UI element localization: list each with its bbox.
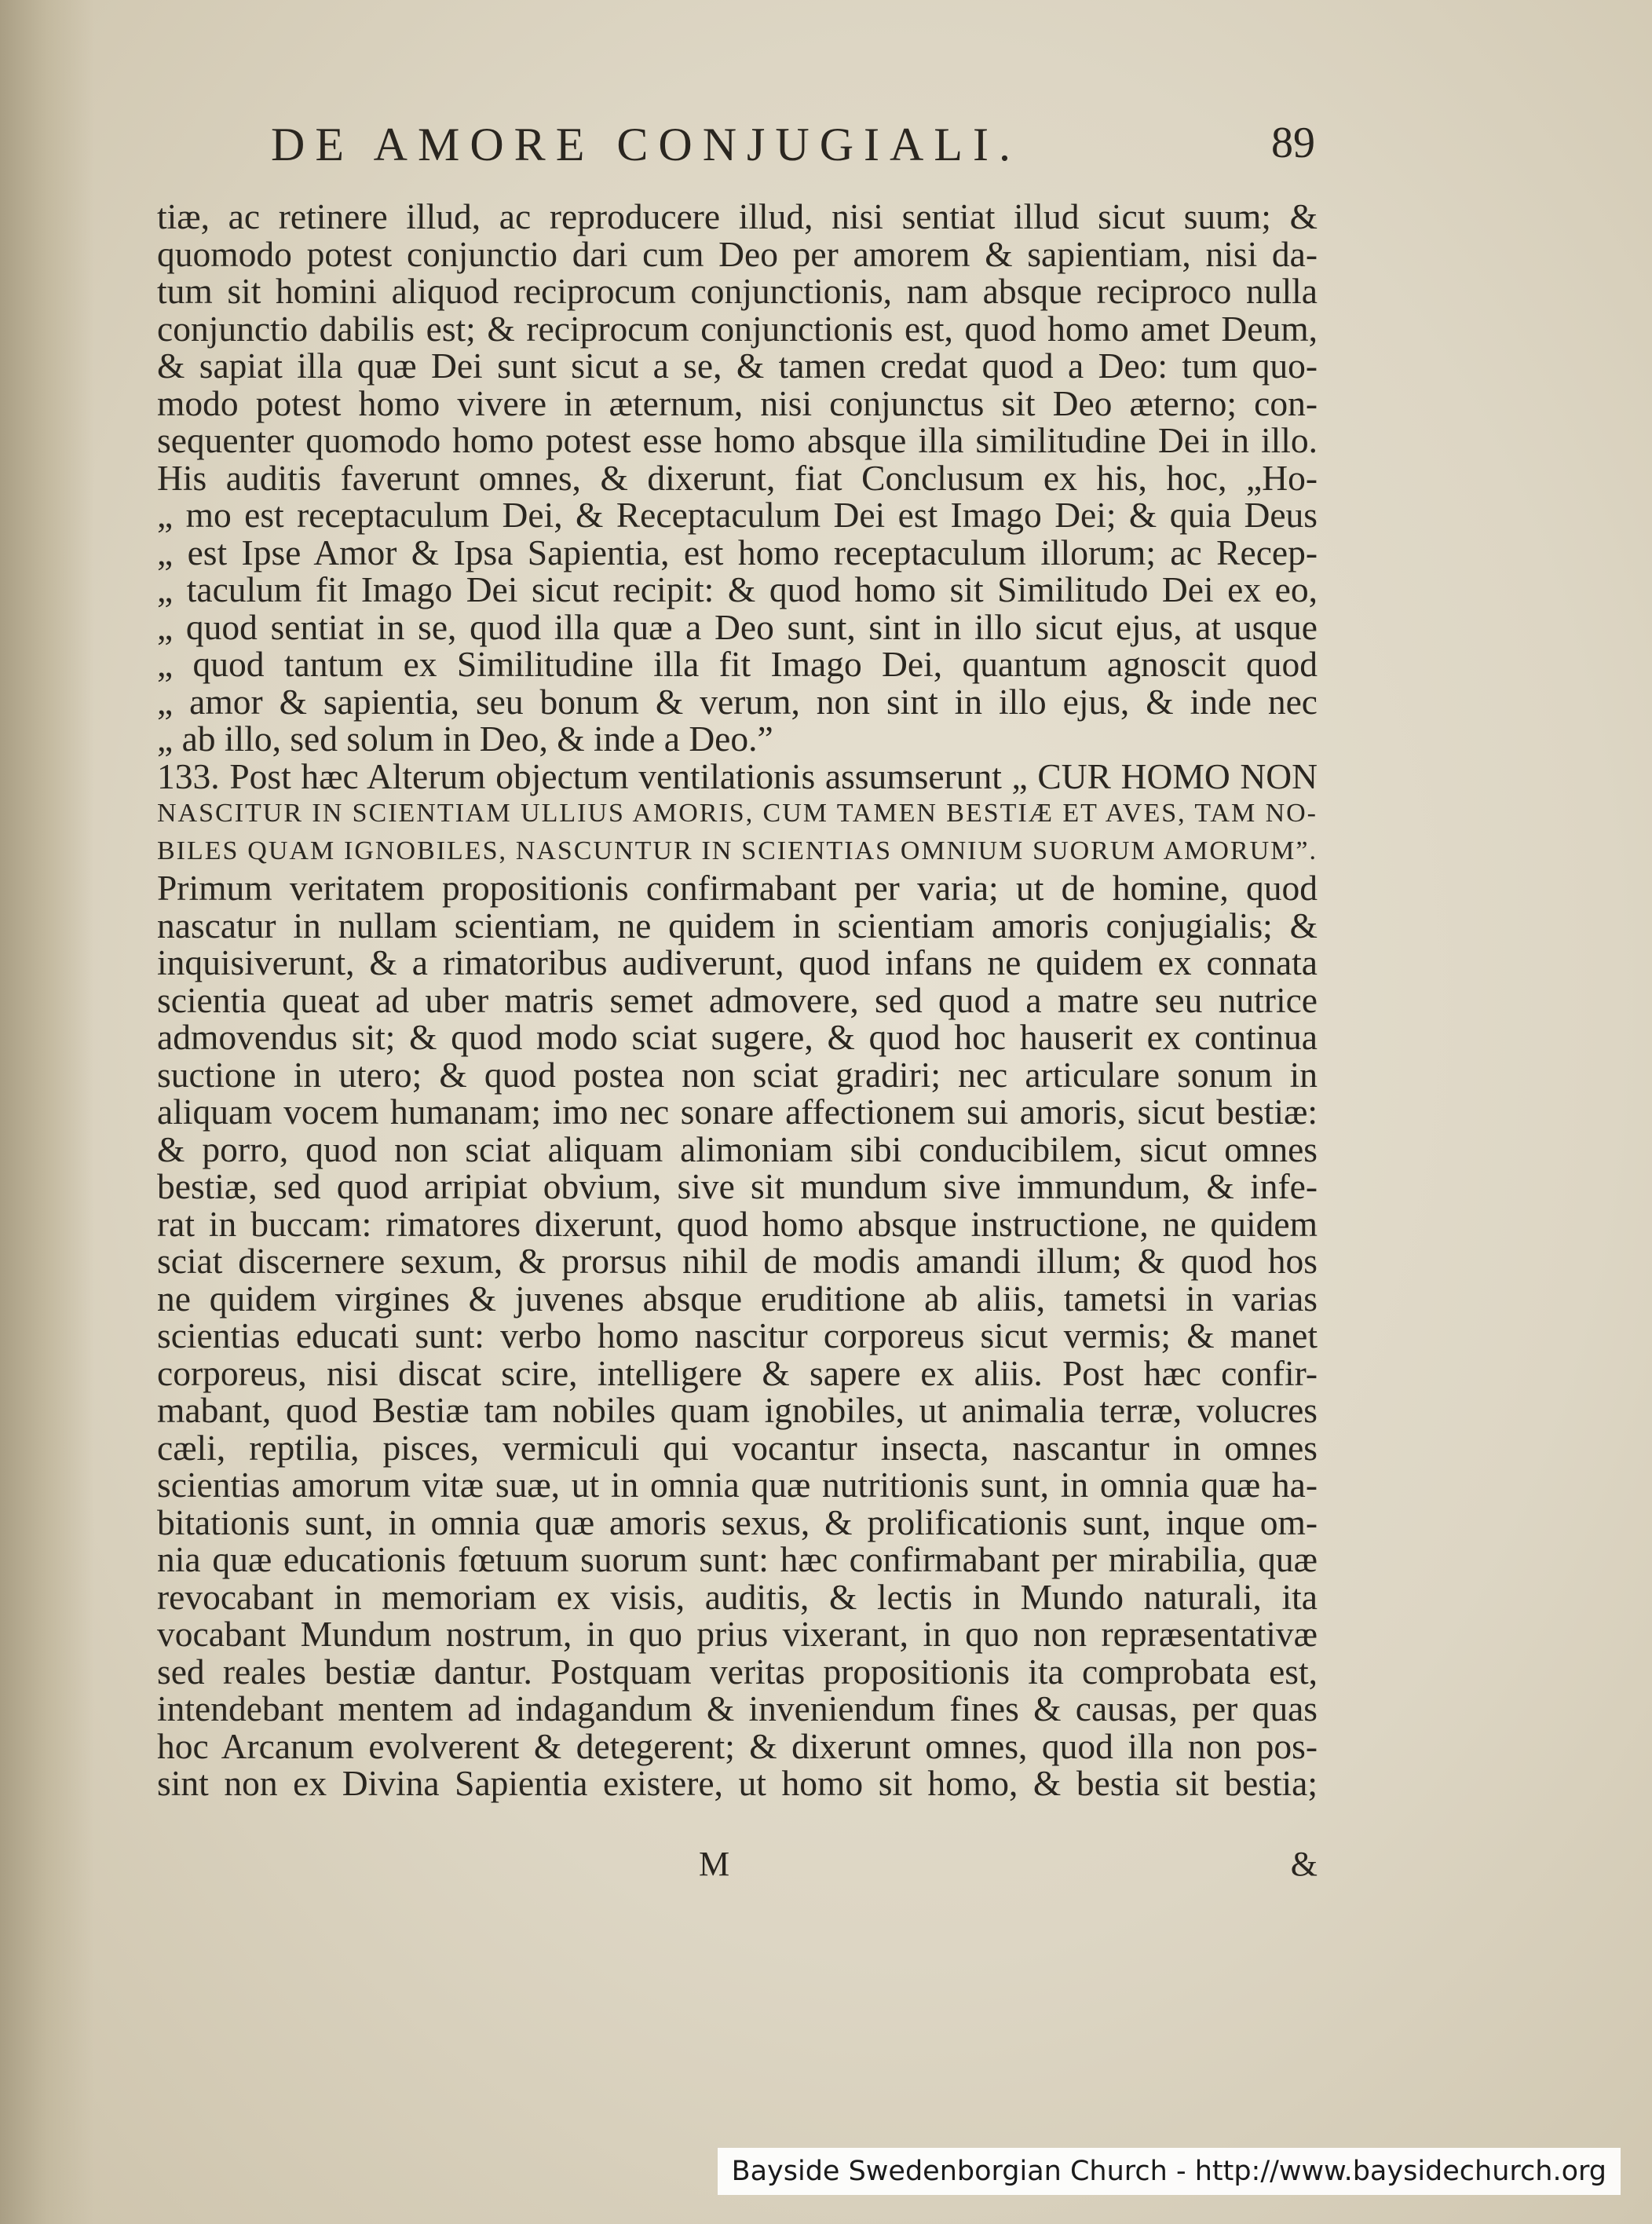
text-line: „ mo est receptaculum Dei, & Receptaculum Dei est Imago Dei; & quia Deus bbox=[157, 495, 1318, 535]
text-line: sint non ex Divina Sapientia existere, ut homo sit homo, & bestia sit bestia; bbox=[157, 1763, 1318, 1803]
text-line: 133. Post hæc Alterum objectum ventilationis assumserunt „ CUR HOMO NON bbox=[157, 755, 1318, 796]
text-line: „ ab illo, sed solum in Deo, & inde a Deo.” bbox=[157, 719, 773, 759]
text-line: mabant, quod Bestiæ tam nobiles quam ignobiles, ut animalia terræ, volucres bbox=[157, 1390, 1318, 1430]
text-line: ne quidem virgines & juvenes absque eruditione ab aliis, tametsi in varias bbox=[157, 1278, 1318, 1319]
text-line: & sapiat illa quæ Dei sunt sicut a se, & tamen credat quod a Deo: tum quo- bbox=[157, 346, 1318, 386]
text-line: sed reales bestiæ dantur. Postquam veritas propositionis ita comprobata est, bbox=[157, 1651, 1318, 1692]
text-line: admovendus sit; & quod modo sciat sugere, & quod hoc hauserit ex continua bbox=[157, 1017, 1318, 1057]
text-line: suctione in utero; & quod postea non sciat gradiri; nec articulare sonum in bbox=[157, 1054, 1318, 1095]
text-line: His auditis faverunt omnes, & dixerunt, fiat Conclusum ex his, hoc, „Ho- bbox=[157, 457, 1318, 498]
text-line: quomodo potest conjunctio dari cum Deo per amorem & sapientiam, nisi da- bbox=[157, 233, 1318, 274]
text-line: „ taculum fit Imago Dei sicut recipit: & quod homo sit Similitudo Dei ex eo, bbox=[157, 569, 1318, 609]
running-title: DE AMORE CONJUGIALI. bbox=[271, 119, 1021, 170]
text-line: bitationis sunt, in omnia quæ amoris sexus, & prolificationis sunt, inque om- bbox=[157, 1502, 1318, 1542]
text-line: aliquam vocem humanam; imo nec sonare affectionem sui amoris, sicut bestiæ: bbox=[157, 1092, 1318, 1132]
text-line: sequenter quomodo homo potest esse homo absque illa similitudine Dei in illo. bbox=[157, 420, 1318, 460]
text-line: rat in buccam: rimatores dixerunt, quod homo absque instructione, ne quidem bbox=[157, 1203, 1318, 1244]
page-gutter-shadow bbox=[0, 0, 94, 2224]
text-line: scientias educati sunt: verbo homo nascitur corporeus sicut vermis; & manet bbox=[157, 1315, 1318, 1355]
page-header bbox=[271, 118, 1315, 173]
text-line: tum sit homini aliquod reciprocum conjunctionis, nam absque reciproco nulla bbox=[157, 271, 1318, 311]
text-line: „ amor & sapientia, seu bonum & verum, non sint in illo ejus, & inde nec bbox=[157, 681, 1318, 722]
text-line: NASCITUR IN SCIENTIAM ULLIUS AMORIS, CUM TAMEN BESTIÆ ET AVES, TAM NO- bbox=[157, 799, 1318, 828]
text-line: nia quæ educationis fœtuum suorum sunt: hæc confirmabant per mirabilia, quæ bbox=[157, 1539, 1318, 1579]
text-line: bestiæ, sed quod arripiat obvium, sive sit mundum sive immundum, & infe- bbox=[157, 1166, 1318, 1206]
text-line: scientia queat ad uber matris semet admovere, sed quod a matre seu nutrice bbox=[157, 979, 1318, 1020]
text-line: „ quod tantum ex Similitudine illa fit Imago Dei, quantum agnoscit quod bbox=[157, 644, 1318, 684]
text-line: „ est Ipse Amor & Ipsa Sapientia, est homo receptaculum illorum; ac Recep- bbox=[157, 532, 1318, 572]
text-line: „ quod sentiat in se, quod illa quæ a Deo sunt, sint in illo sicut ejus, at usque bbox=[157, 606, 1318, 647]
text-line: & porro, quod non sciat aliquam alimoniam sibi conducibilem, sicut omnes bbox=[157, 1128, 1318, 1169]
text-line: BILES QUAM IGNOBILES, NASCUNTUR IN SCIENTIAS OMNIUM SUORUM AMORUM”. bbox=[157, 836, 1318, 865]
text-line: nascatur in nullam scientiam, ne quidem in scientiam amoris conjugialis; & bbox=[157, 905, 1318, 946]
body-text bbox=[157, 198, 1318, 1802]
text-line: Primum veritatem propositionis confirmabant per varia; ut de homine, quod bbox=[157, 868, 1318, 908]
text-line: vocabant Mundum nostrum, in quo prius vixerant, in quo non repræsentativæ bbox=[157, 1614, 1318, 1654]
catchword: & bbox=[1290, 1845, 1318, 1883]
page-footer bbox=[157, 1844, 1318, 1883]
text-line: intendebant mentem ad indagandum & inveniendum fines & causas, per quas bbox=[157, 1688, 1318, 1728]
page-number: 89 bbox=[1271, 119, 1315, 167]
text-line: tiæ, ac retinere illud, ac reproducere illud, nisi sentiat illud sicut suum; & bbox=[157, 196, 1318, 236]
text-line: cæli, reptilia, pisces, vermiculi qui vocantur insecta, nascantur in omnes bbox=[157, 1427, 1318, 1468]
text-line: hoc Arcanum evolverent & detegerent; & dixerunt omnes, quod illa non pos- bbox=[157, 1725, 1318, 1766]
text-line: scientias amorum vitæ suæ, ut in omnia quæ nutritionis sunt, in omnia quæ ha- bbox=[157, 1465, 1318, 1505]
text-line: sciat discernere sexum, & prorsus nihil de modis amandi illum; & quod hos bbox=[157, 1241, 1318, 1281]
watermark-caption: Bayside Swedenborgian Church - http://www.baysidechurch.org bbox=[718, 2148, 1621, 2195]
text-line: inquisiverunt, & a rimatoribus audiverunt, quod infans ne quidem ex connata bbox=[157, 942, 1318, 982]
text-line: corporeus, nisi discat scire, intelligere & sapere ex aliis. Post hæc confir- bbox=[157, 1352, 1318, 1393]
signature-mark: M bbox=[699, 1845, 730, 1883]
text-line: revocabant in memoriam ex visis, auditis, & lectis in Mundo naturali, ita bbox=[157, 1576, 1318, 1617]
text-line: modo potest homo vivere in æternum, nisi conjunctus sit Deo æterno; con- bbox=[157, 382, 1318, 423]
text-line: conjunctio dabilis est; & reciprocum conjunctionis est, quod homo amet Deum, bbox=[157, 308, 1318, 349]
